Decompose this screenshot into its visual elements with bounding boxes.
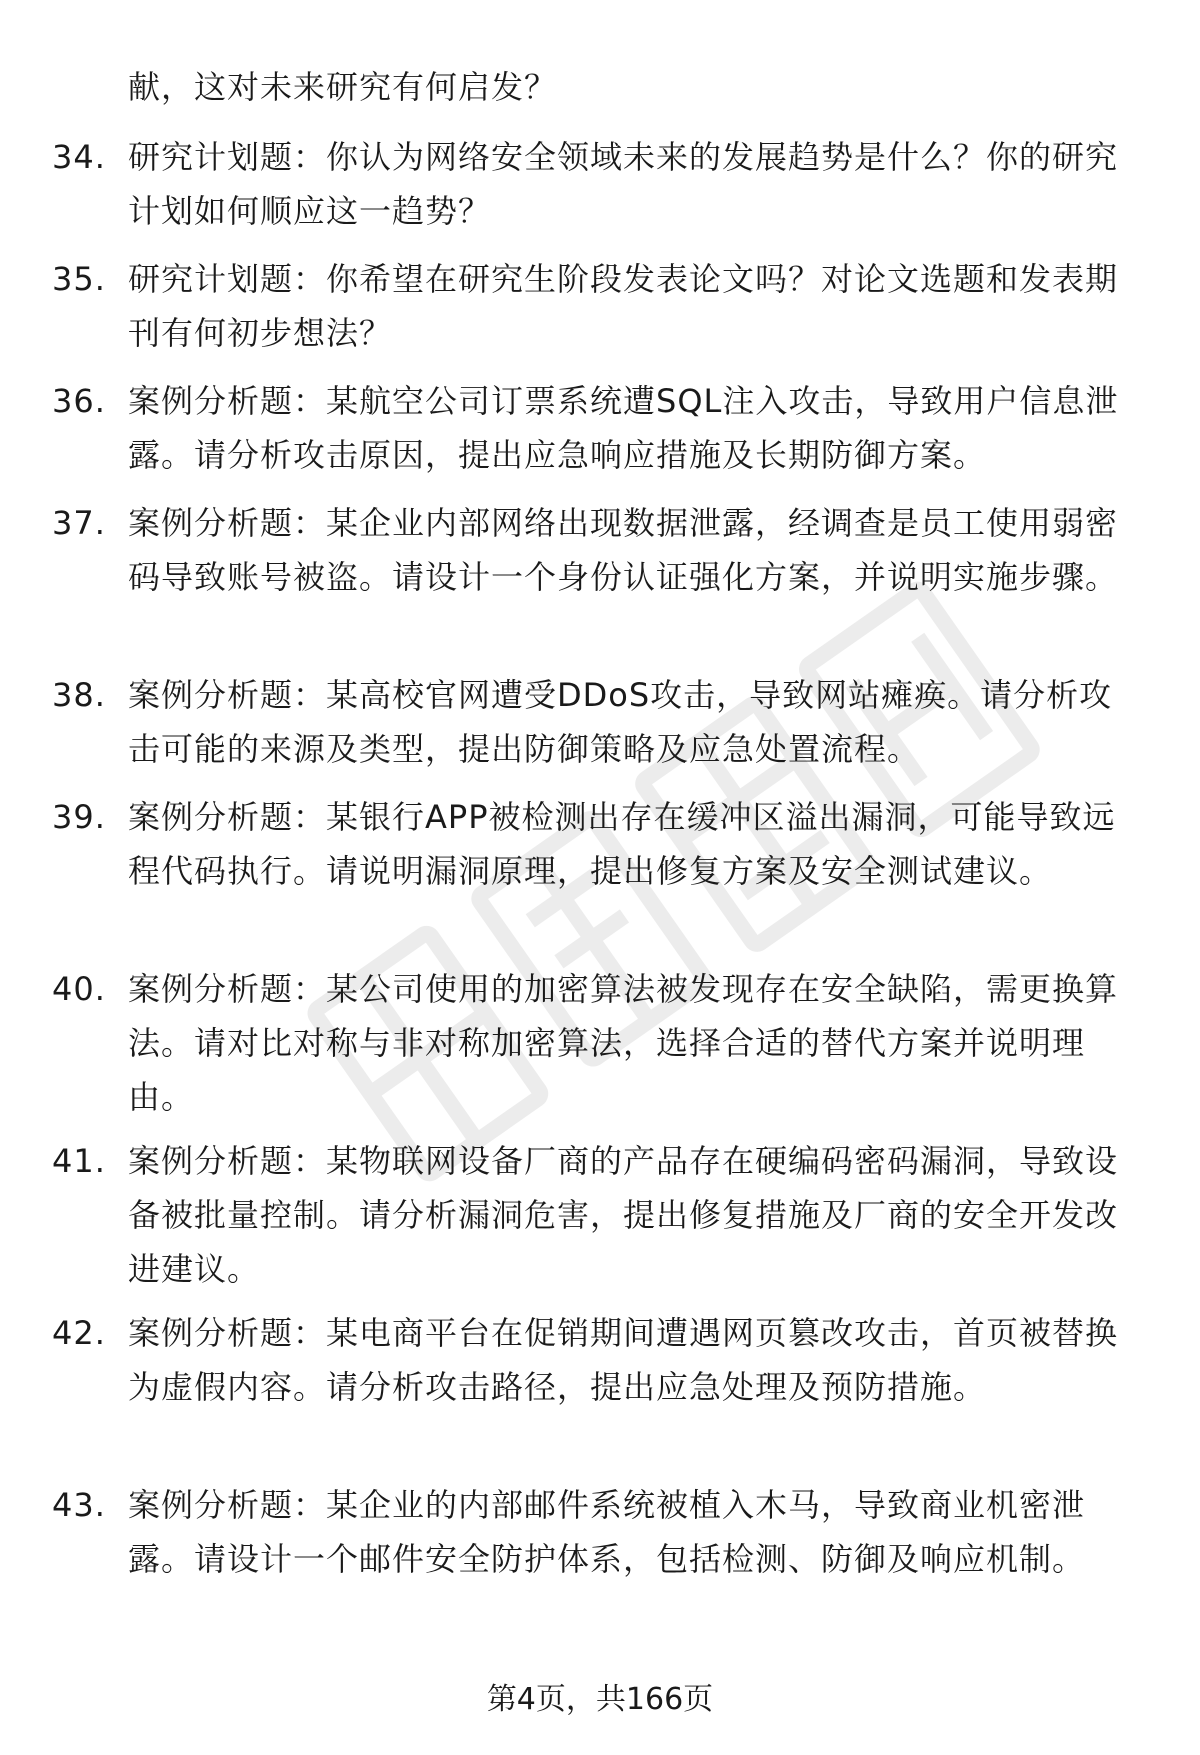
item-number: 42. (52, 1314, 106, 1352)
item-number: 40. (52, 970, 106, 1008)
item-text: 案例分析题：某企业内部网络出现数据泄露，经调查是员工使用弱密码导致账号被盗。请设计一个身份认证强化方案，并说明实施步骤。 (128, 504, 1119, 596)
item-number: 37. (52, 504, 106, 542)
item-number: 38. (52, 676, 106, 714)
item-text: 研究计划题：你希望在研究生阶段发表论文吗？对论文选题和发表期刊有何初步想法？ (128, 260, 1119, 352)
item-number: 34. (52, 138, 106, 176)
item-text: 案例分析题：某航空公司订票系统遭SQL注入攻击，导致用户信息泄露。请分析攻击原因，提出应急响应措施及长期防御方案。 (128, 382, 1119, 474)
item-text: 案例分析题：某公司使用的加密算法被发现存在安全缺陷，需更换算法。请对比对称与非对称加密算法，选择合适的替代方案并说明理由。 (128, 970, 1119, 1116)
item-text: 案例分析题：某高校官网遭受DDoS攻击，导致网站瘫痪。请分析攻击可能的来源及类型，提出防御策略及应急处置流程。 (128, 676, 1113, 768)
item-text: 案例分析题：某银行APP被检测出存在缓冲区溢出漏洞，可能导致远程代码执行。请说明漏洞原理，提出修复方案及安全测试建议。 (128, 798, 1116, 890)
item-number: 35. (52, 260, 106, 298)
item-number: 43. (52, 1486, 106, 1524)
item-text: 案例分析题：某企业的内部邮件系统被植入木马，导致商业机密泄露。请设计一个邮件安全防护体系，包括检测、防御及响应机制。 (128, 1486, 1086, 1578)
page-footer: 第4页，共166页 (486, 1682, 714, 1717)
item-number: 36. (52, 382, 106, 420)
continuation-text: 献，这对未来研究有何启发？ (128, 68, 558, 106)
item-number: 39. (52, 798, 106, 836)
item-text: 研究计划题：你认为网络安全领域未来的发展趋势是什么？你的研究计划如何顺应这一趋势？ (128, 138, 1119, 230)
item-text: 案例分析题：某物联网设备厂商的产品存在硬编码密码漏洞，导致设备被批量控制。请分析漏洞危害，提出修复措施及厂商的安全开发改进建议。 (128, 1142, 1119, 1288)
item-number: 41. (52, 1142, 106, 1180)
item-text: 案例分析题：某电商平台在促销期间遭遇网页篡改攻击，首页被替换为虚假内容。请分析攻击路径，提出应急处理及预防措施。 (128, 1314, 1119, 1406)
